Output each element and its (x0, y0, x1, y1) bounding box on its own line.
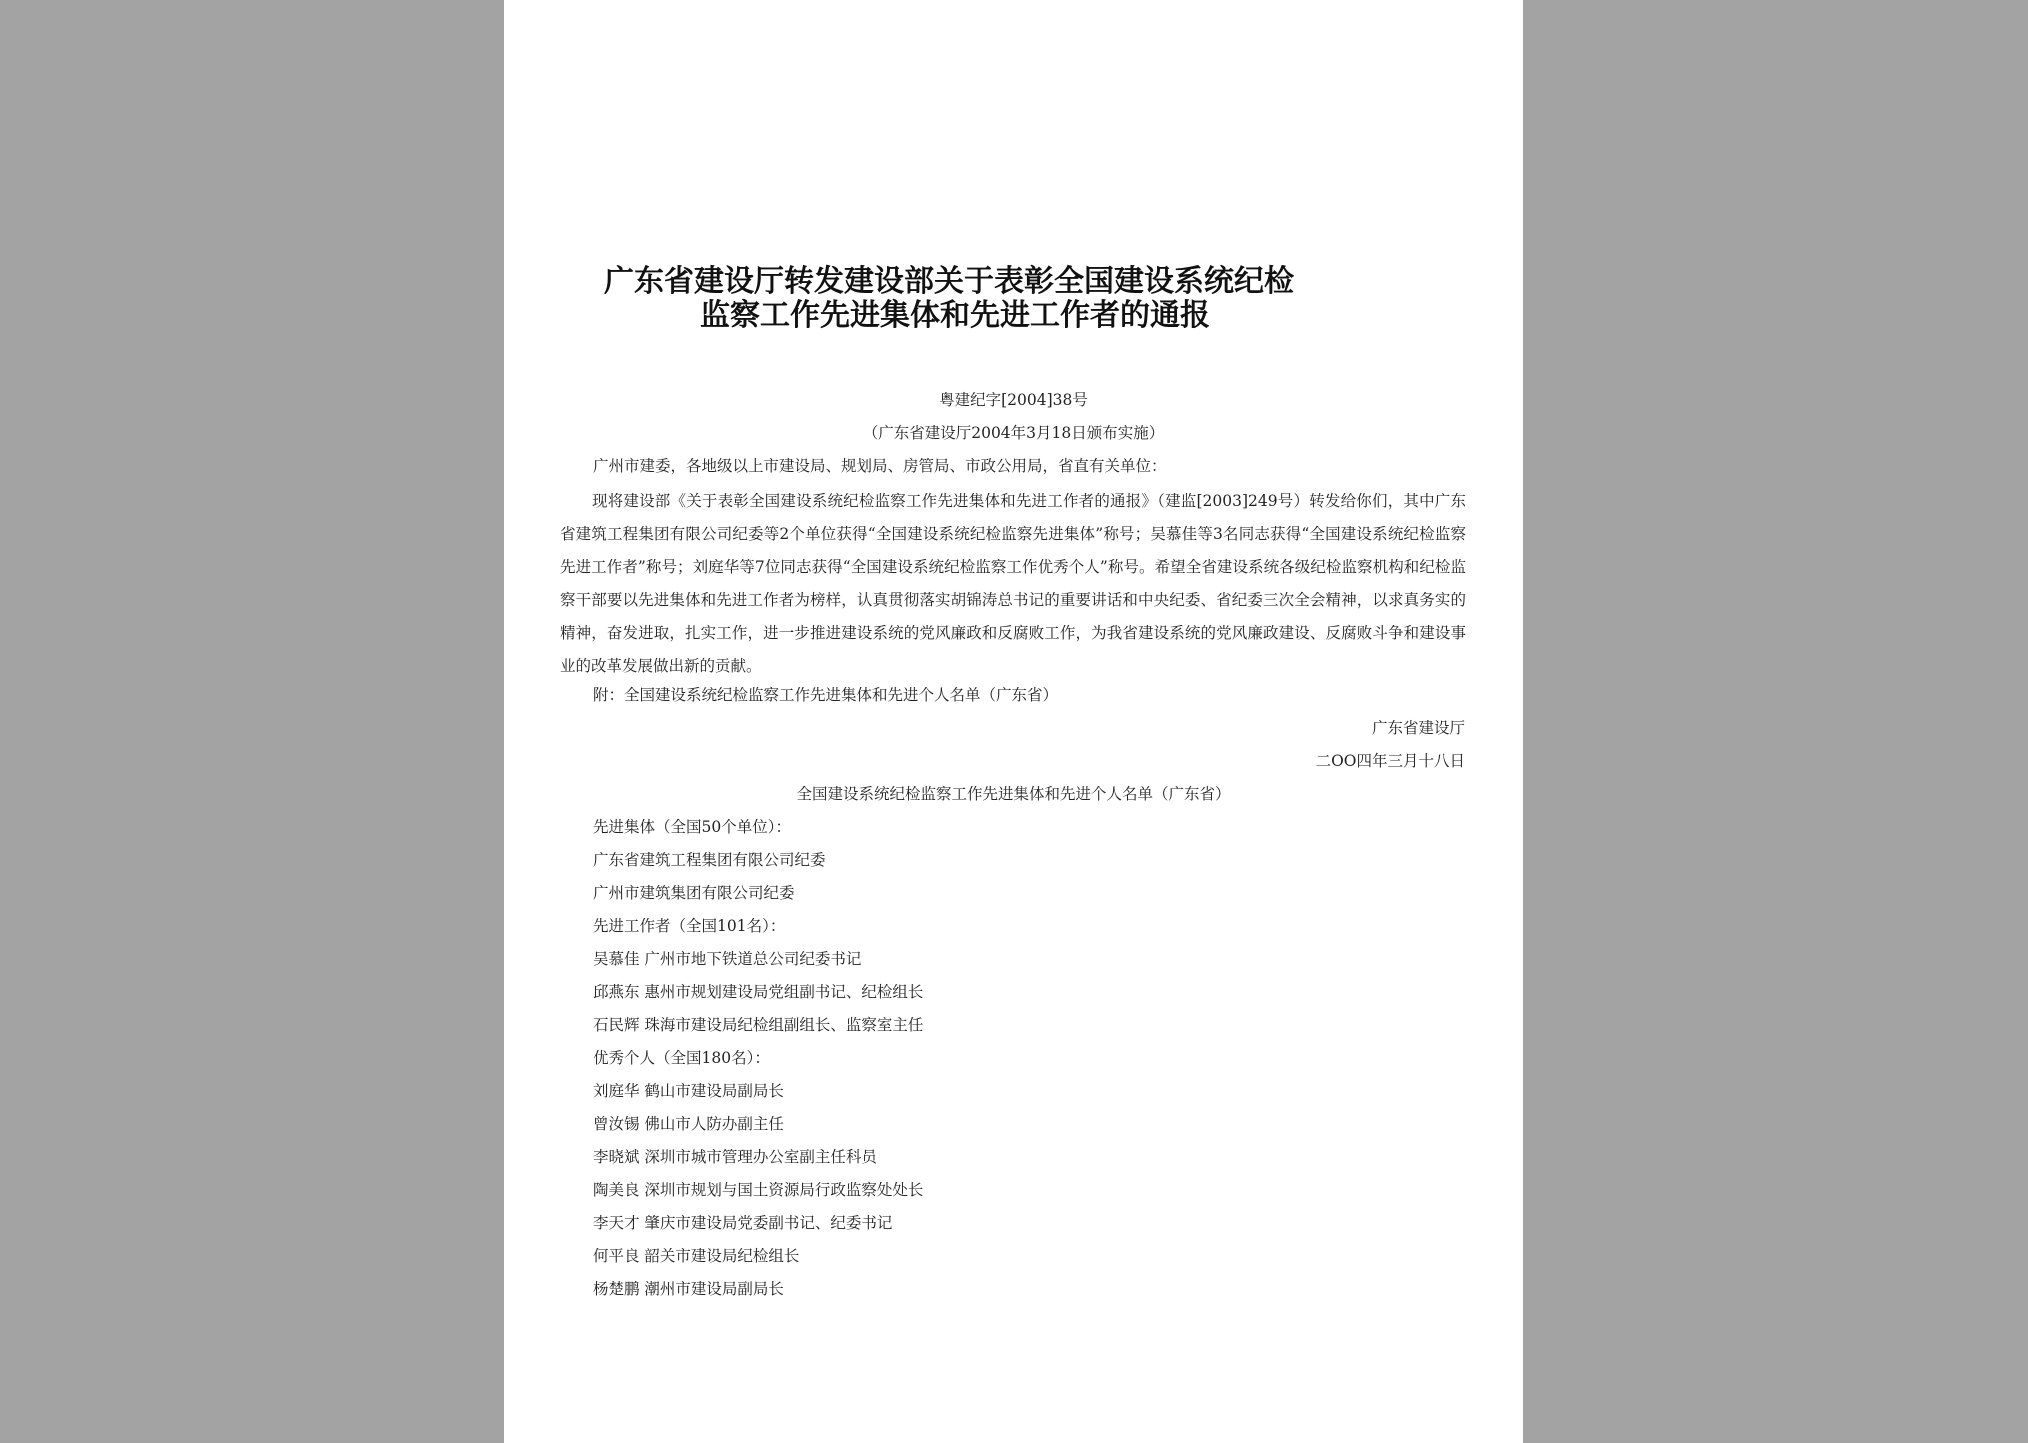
list-item: 先进集体（全国50个单位）： (593, 818, 791, 836)
list-item: 吴慕佳 广州市地下铁道总公司纪委书记 (593, 950, 862, 968)
list-item: 何平良 韶关市建设局纪检组长 (593, 1247, 800, 1265)
salutation: 广州市建委，各地级以上市建设局、规划局、房管局、市政公用局，省直有关单位： (593, 457, 1167, 475)
list-item: 曾汝锡 佛山市人防办副主任 (593, 1115, 784, 1133)
signature-org: 广东省建设厅 (1371, 719, 1465, 737)
list-item: 石民辉 珠海市建设局纪检组副组长、监察室主任 (593, 1016, 924, 1034)
document-page (504, 0, 1523, 1443)
issue-note: （广东省建设厅2004年3月18日颁布实施） (862, 424, 1165, 442)
list-item: 杨楚鹏 潮州市建设局副局长 (593, 1280, 784, 1298)
attachment-note: 附：全国建设系统纪检监察工作先进集体和先进个人名单（广东省） (593, 686, 1059, 704)
list-title: 全国建设系统纪检监察工作先进集体和先进个人名单（广东省） (796, 785, 1231, 803)
list-item: 先进工作者（全国101名）： (593, 917, 786, 935)
document-title-line-2: 监察工作先进集体和先进工作者的通报 (700, 298, 1210, 333)
document-title-line-1: 广东省建设厅转发建设部关于表彰全国建设系统纪检 (604, 264, 1294, 299)
list-item: 李晓斌 深圳市城市管理办公室副主任科员 (593, 1148, 877, 1166)
body-paragraph: 现将建设部《关于表彰全国建设系统纪检监察工作先进集体和先进工作者的通报》（建监[2003]249号）转发给你们，其中广东省建筑工程集团有限公司纪委等2个单位获得“全国建设系统纪检监察先进集体”称号；吴慕佳等3名同志获得“全国建设系统纪检监察先进工作者”称号；刘庭华等7位同志获得“全国建设系统纪检监察工作优秀个人”称号。希望全省建设系统各级纪检监察机构和纪检监察干部要以先进集体和先进工作者为榜样，认真贯彻落实胡锦涛总书记的重要讲话和中央纪委、省纪委三次全会精神，以求真务实的精神，奋发进取，扎实工作，进一步推进建设系统的党风廉政和反腐败工作，为我省建设系统的党风廉政建设、反腐败斗争和建设事业的改革发展做出新的贡献。 (560, 492, 1466, 675)
list-item: 邱燕东 惠州市规划建设局党组副书记、纪检组长 (593, 983, 924, 1001)
list-item: 广东省建筑工程集团有限公司纪委 (593, 851, 826, 869)
list-item: 李天才 肇庆市建设局党委副书记、纪委书记 (593, 1214, 893, 1232)
list-item: 刘庭华 鹤山市建设局副局长 (593, 1082, 784, 1100)
signature-date: 二OO四年三月十八日 (1315, 752, 1465, 770)
list-item: 优秀个人（全国180名）： (593, 1049, 770, 1067)
document-number: 粤建纪字[2004]38号 (939, 391, 1088, 409)
list-item: 陶美良 深圳市规划与国土资源局行政监察处处长 (593, 1181, 924, 1199)
list-item: 广州市建筑集团有限公司纪委 (593, 884, 795, 902)
